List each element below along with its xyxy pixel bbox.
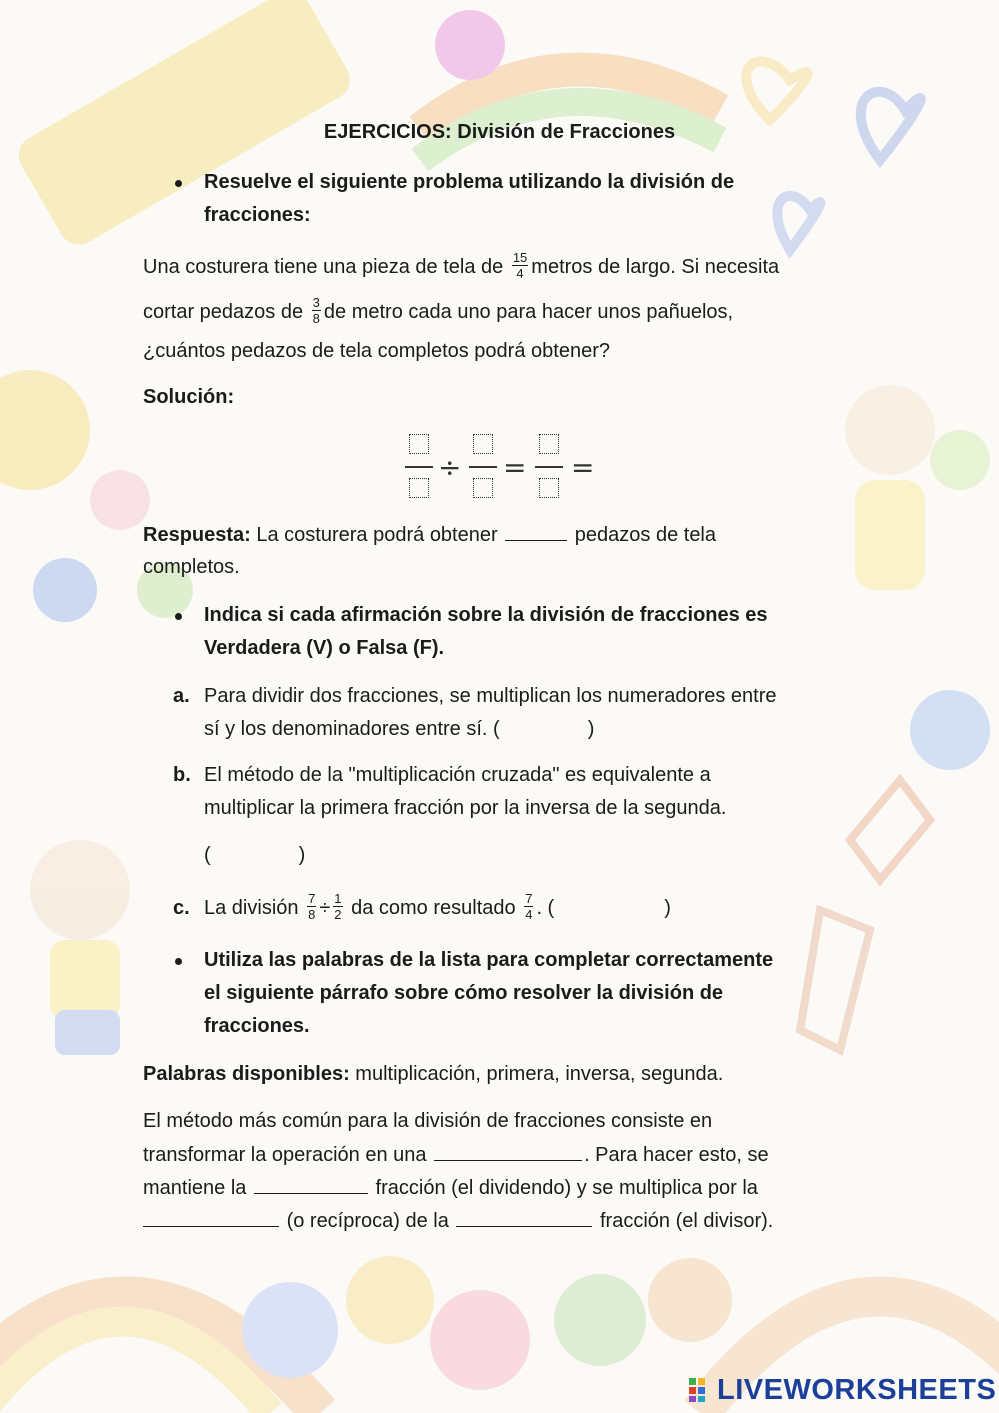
instruction-1-line-2: fracciones: (204, 204, 311, 226)
item-b-line-1: El método de la "multiplicación cruzada" es equivalente a (204, 764, 711, 786)
item-b-line-2: multiplicar la primera fracción por la inversa de la segunda. (204, 797, 727, 819)
denominator-input-box-1[interactable] (409, 478, 429, 498)
closing-paren: ) (664, 897, 671, 919)
item-c-marker: c. (173, 897, 190, 919)
instruction-3-line-3: fracciones. (204, 1015, 310, 1037)
problem-line-1 (143, 251, 779, 284)
paragraph-blank-input-3[interactable] (143, 1204, 279, 1227)
fraction-1-2 (333, 892, 342, 921)
fraction-denominator: 4 (525, 907, 533, 923)
paragraph-line-1: El método más común para la división de fracciones consiste en (143, 1110, 713, 1132)
paragraph-text: fracción (el dividendo) y se multiplica por la (375, 1177, 758, 1199)
paragraph-blank-input-1[interactable] (434, 1138, 582, 1161)
fraction-15-4 (512, 251, 528, 280)
fraction-numerator: 7 (525, 891, 533, 907)
division-sign: ÷ (319, 897, 331, 919)
fraction-bar (469, 466, 497, 468)
numerator-input-box-3[interactable] (539, 434, 559, 454)
fraction-3-8 (312, 296, 321, 325)
paragraph-line-4 (143, 1204, 773, 1238)
fraction-denominator: 8 (308, 907, 316, 923)
fraction-bar (535, 466, 563, 468)
item-a-text: sí y los denominadores entre sí. ( (204, 718, 500, 740)
answer-text: pedazos de tela (574, 524, 717, 546)
liveworksheets-logo[interactable] (688, 1370, 996, 1410)
fraction-numerator: 1 (334, 891, 342, 907)
division-sign: ÷ (438, 451, 462, 484)
paragraph-line-3 (143, 1171, 758, 1205)
item-a-marker: a. (173, 685, 190, 707)
closing-paren: ) (587, 718, 595, 740)
instruction-2-line-1: Indica si cada afirmación sobre la división de fracciones es (204, 604, 768, 626)
answer-blank-input[interactable] (505, 518, 567, 541)
item-b-line-3 (204, 839, 305, 872)
answer-label: Respuesta: (143, 524, 251, 546)
equals-sign: = (571, 451, 595, 484)
paragraph-text: fracción (el divisor). (599, 1210, 774, 1232)
paragraph-text: mantiene la (143, 1177, 247, 1199)
liveworksheets-logo-text: LIVEWORKSHEETS (717, 1373, 997, 1406)
bullet-icon (175, 180, 182, 187)
words-available-line (143, 1058, 723, 1091)
fraction-numerator: 7 (308, 891, 316, 907)
numerator-input-box-2[interactable] (473, 434, 493, 454)
item-b-marker: b. (173, 764, 191, 786)
paragraph-line-2 (143, 1138, 769, 1172)
numerator-input-box-1[interactable] (409, 434, 429, 454)
problem-text: cortar pedazos de (143, 301, 304, 323)
fraction-7-4 (524, 892, 533, 921)
problem-text: metros de largo. Si necesita (531, 256, 780, 278)
fraction-denominator: 4 (516, 266, 524, 282)
denominator-input-box-3[interactable] (539, 478, 559, 498)
problem-text: de metro cada uno para hacer unos pañuelos, (323, 301, 734, 323)
fraction-7-8 (307, 892, 316, 921)
fraction-denominator: 8 (312, 311, 320, 327)
instruction-2-line-2: Verdadera (V) o Falsa (F). (204, 637, 445, 659)
instruction-3-line-1: Utiliza las palabras de la lista para completar correctamente (204, 949, 774, 971)
paragraph-blank-input-4[interactable] (456, 1204, 592, 1227)
item-c-text: . ( (536, 897, 555, 919)
answer-line-2: completos. (143, 556, 240, 578)
bullet-icon (175, 613, 182, 620)
fraction-bar (405, 466, 433, 468)
item-c-text: da como resultado (351, 897, 516, 919)
item-a-line-1: Para dividir dos fracciones, se multiplican los numeradores entre (204, 685, 777, 707)
paragraph-text: . Para hacer esto, se (584, 1144, 769, 1166)
opening-paren: ( (204, 844, 211, 866)
problem-line-3: ¿cuántos pedazos de tela completos podrá obtener? (143, 340, 610, 362)
liveworksheets-logo-icon (688, 1377, 714, 1403)
solution-label: Solución: (143, 386, 235, 408)
words-list: multiplicación, primera, inversa, segunda. (355, 1063, 724, 1085)
answer-line (143, 518, 716, 552)
paragraph-blank-input-2[interactable] (254, 1171, 368, 1194)
paragraph-text: transformar la operación en una (143, 1144, 427, 1166)
problem-text: Una costurera tiene una pieza de tela de (143, 256, 504, 278)
fraction-numerator: 15 (512, 250, 528, 266)
item-c-line (204, 892, 671, 925)
denominator-input-box-2[interactable] (473, 478, 493, 498)
answer-text: La costurera podrá obtener (256, 524, 498, 546)
instruction-3-line-2: el siguiente párrafo sobre cómo resolver la división de (204, 982, 724, 1004)
words-label: Palabras disponibles: (143, 1063, 350, 1085)
fraction-denominator: 2 (334, 907, 342, 923)
paragraph-text: (o recíproca) de la (286, 1210, 449, 1232)
item-a-line-2 (204, 713, 594, 746)
equals-sign: = (503, 451, 527, 484)
problem-line-2 (143, 296, 733, 329)
item-c-text: La división (204, 897, 299, 919)
closing-paren: ) (298, 844, 306, 866)
bullet-icon (175, 958, 182, 965)
fraction-numerator: 3 (312, 295, 320, 311)
instruction-1-line-1: Resuelve el siguiente problema utilizando la división de (204, 171, 735, 193)
page-title: EJERCICIOS: División de Fracciones (323, 121, 676, 143)
